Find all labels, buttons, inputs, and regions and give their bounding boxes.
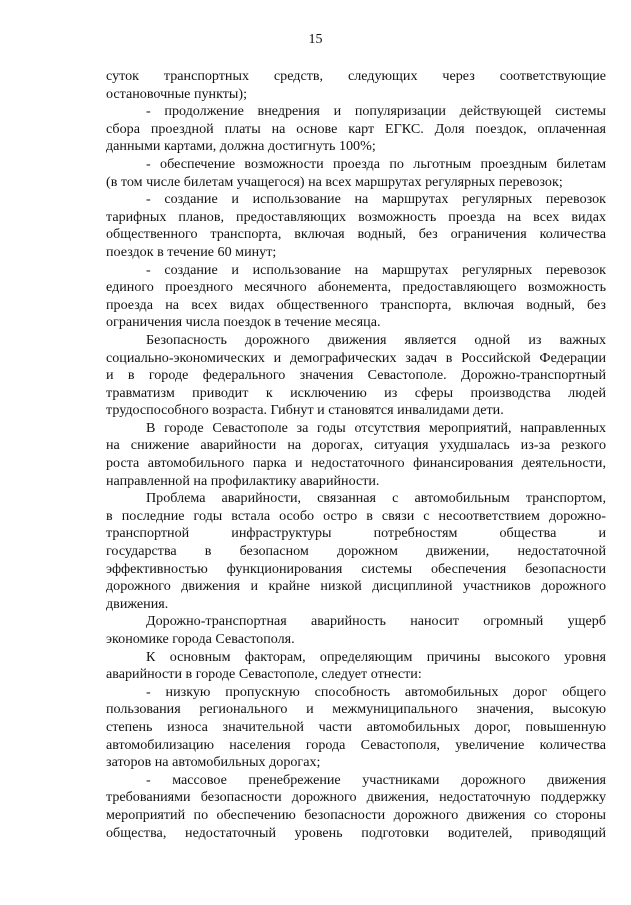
text-line: требованиями безопасности дорожного движения, недостаточную поддержку [106, 789, 606, 806]
text-line: на снижение аварийности на дорогах, ситуация ухудшалась из-за резкого [106, 437, 606, 454]
text-line: данными картами, должна достигнуть 100%; [106, 138, 376, 155]
text-line: автомобилизацию населения города Севастополя, увеличение количества [106, 736, 606, 753]
text-line: поездок в течение 60 минут; [106, 243, 277, 260]
text-line: заторов на автомобильных дорогах; [106, 754, 321, 771]
text-line: В городе Севастополе за годы отсутствия мероприятий, направленных [146, 419, 606, 436]
text-line: аварийности в городе Севастополе, следует отнести: [106, 666, 422, 683]
text-line: в последние годы встала особо остро в связи с несоответствием дорожно- [106, 507, 606, 524]
text-line: единого проездного месячного абонемента, предоставляющего возможность [106, 279, 606, 296]
text-line: - создание и использование на маршрутах регулярных перевозок [146, 261, 606, 278]
text-line: общества, недостаточный уровень подготовки водителей, приводящий [106, 824, 606, 841]
text-line: трудоспособного возраста. Гибнут и становятся инвалидами дети. [106, 402, 504, 419]
text-line: - продолжение внедрения и популяризации действующей системы [146, 103, 606, 120]
document-body [106, 68, 606, 842]
text-line: транспортной инфраструктуры потребностям общества и [106, 525, 606, 542]
text-line: - массовое пренебрежение участниками дорожного движения [146, 771, 606, 788]
text-line: дорожного движения и крайне низкой дисциплиной участников дорожного [106, 578, 606, 595]
text-line: социально-экономических и демографических задач в Российской Федерации [106, 349, 606, 366]
text-line: травматизм приводит к исключению из сферы производства людей [106, 384, 606, 401]
text-line: направленной на профилактику аварийности. [106, 472, 380, 489]
text-line: роста автомобильного парка и недостаточного финансирования деятельности, [106, 455, 606, 472]
text-line: суток транспортных средств, следующих через соответствующие [106, 68, 606, 84]
text-line: проезда на всех видах общественного транспорта, включая водный, без [106, 296, 606, 313]
text-line: и в городе федерального значения Севастополе. Дорожно-транспортный [106, 367, 606, 384]
text-line: степень износа значительной части автомобильных дорог, повышенную [106, 718, 606, 735]
text-line: - создание и использование на маршрутах регулярных перевозок [146, 191, 606, 208]
text-line: остановочные пункты); [106, 85, 247, 102]
text-line: мероприятий по обеспечению безопасности дорожного движения со стороны [106, 806, 606, 823]
text-line: Дорожно-транспортная аварийность наносит огромный ущерб [146, 613, 606, 630]
text-line: тарифных планов, предоставляющих возможность проезда на всех видах [106, 208, 606, 225]
text-line: - низкую пропускную способность автомобильных дорог общего [146, 683, 606, 700]
page-number: 15 [308, 32, 323, 47]
text-line: К основным факторам, определяющим причины высокого уровня [146, 648, 606, 665]
text-line: пользования регионального и межмуниципального значения, высокую [106, 701, 606, 718]
text-line: - обеспечение возможности проезда по льготным проездным билетам [146, 155, 606, 172]
text-line: движения. [106, 595, 169, 612]
text-line: эффективностью функционирования системы обеспечения безопасности [106, 560, 606, 577]
text-line: Проблема аварийности, связанная с автомобильным транспортом, [146, 490, 606, 507]
text-line: (в том числе билетам учащегося) на всех маршрутах регулярных перевозок; [106, 173, 563, 190]
text-line: сбора проездной платы на основе карт ЕГКС. Доля поездок, оплаченная [106, 120, 606, 137]
text-line: Безопасность дорожного движения является одной из важных [146, 331, 606, 348]
text-line: ограничения числа поездок в течение месяца. [106, 314, 381, 331]
text-line: государства в безопасном дорожном движении, недостаточной [106, 543, 606, 560]
text-line: экономике города Севастополя. [106, 631, 295, 647]
text-line: общественного транспорта, включая водный, без ограничения количества [106, 226, 606, 243]
